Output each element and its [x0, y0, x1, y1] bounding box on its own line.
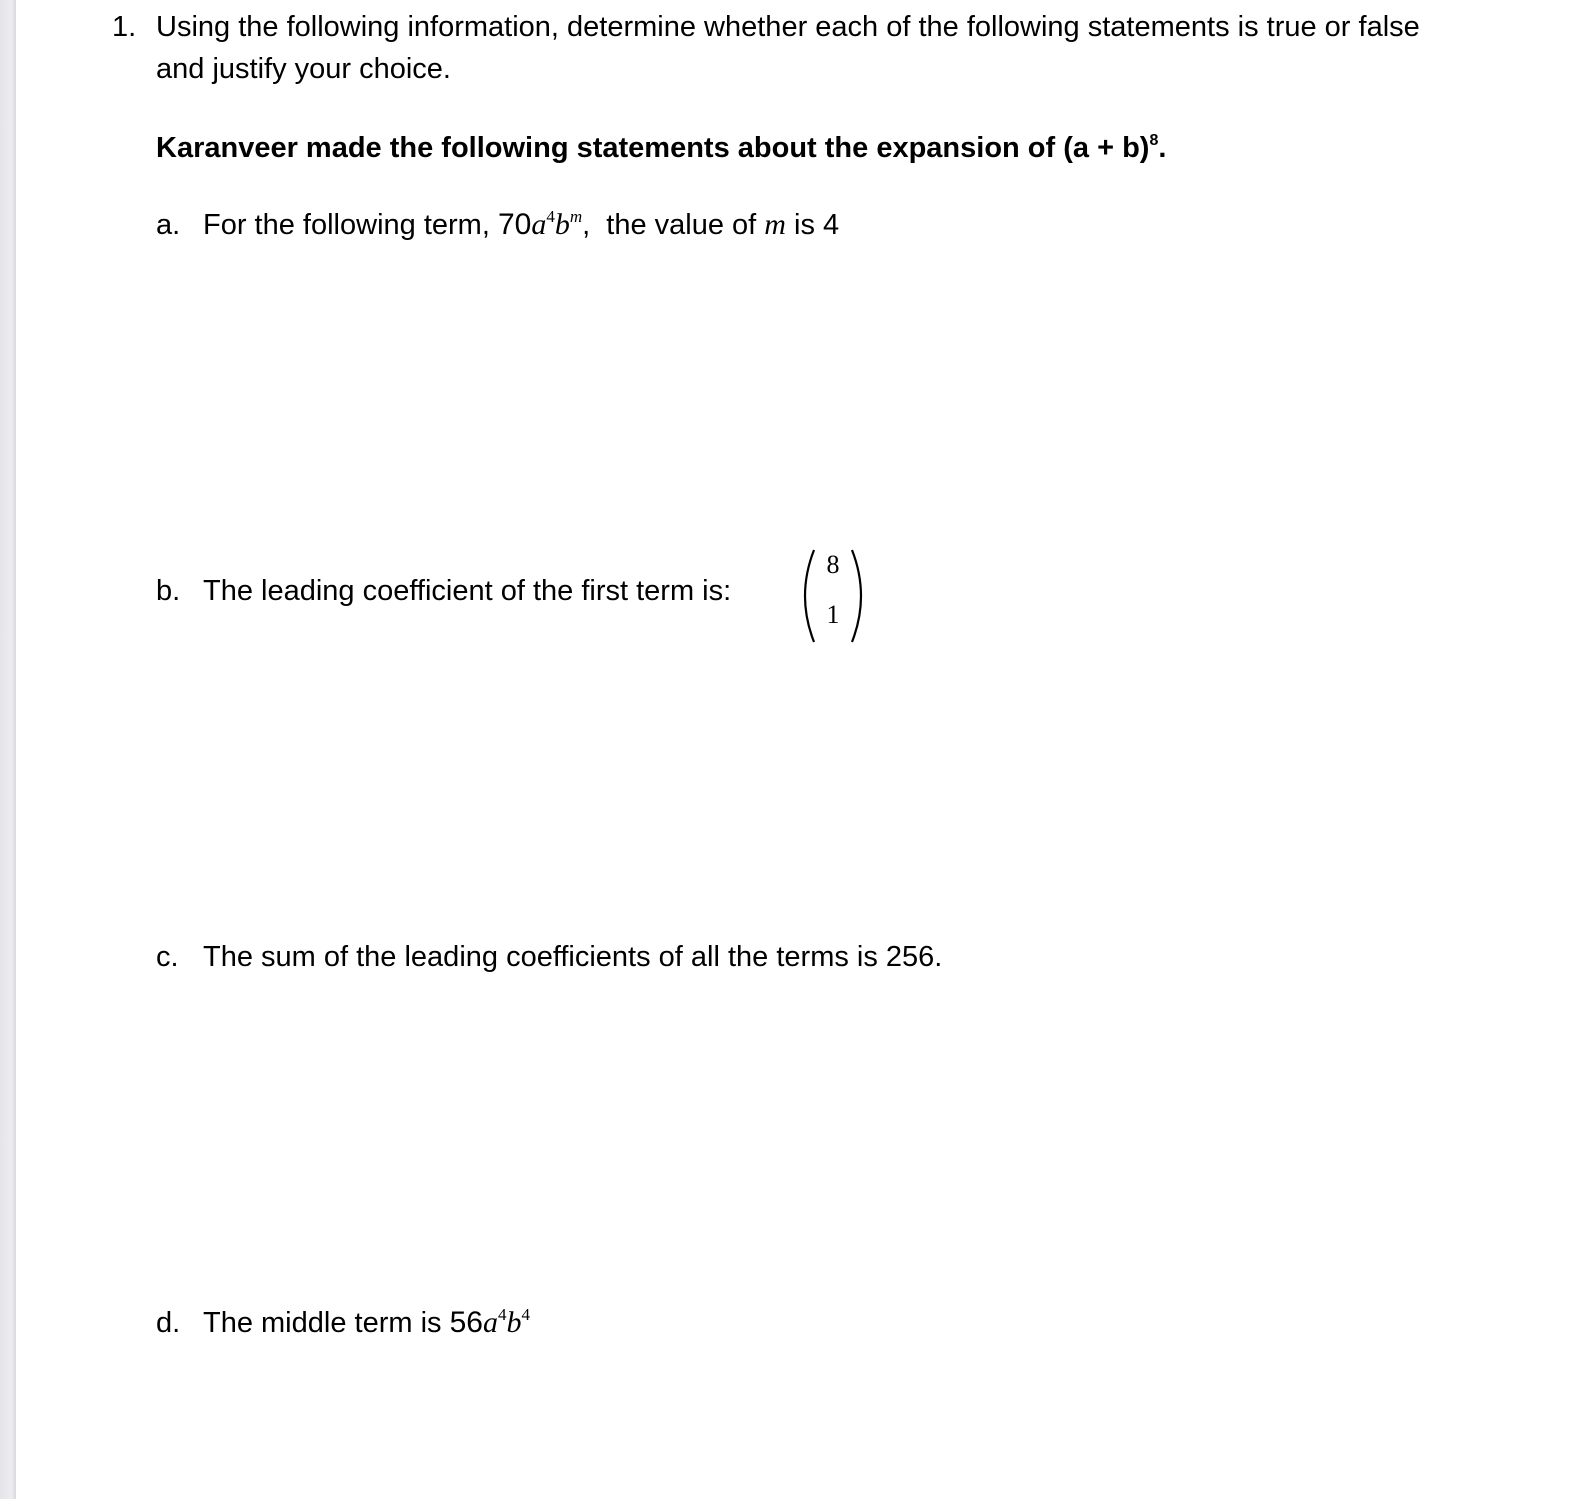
intro-end: .: [1158, 132, 1167, 164]
part-a-coef: 70: [497, 208, 532, 241]
question-number: 1.: [112, 11, 137, 43]
part-c-letter: c.: [156, 941, 179, 973]
part-d-exp1: 4: [497, 1305, 507, 1324]
intro-statement: [156, 127, 1166, 174]
part-a-term: [498, 208, 582, 241]
part-b: [156, 570, 731, 612]
part-a-var: m: [764, 208, 786, 241]
part-d-exp2: 4: [521, 1305, 530, 1324]
binomial-top: 8: [826, 550, 840, 579]
part-d-var1: a: [482, 1306, 498, 1339]
part-d-var2: b: [506, 1306, 522, 1339]
part-a-exp2: m: [569, 207, 583, 226]
part-a-letter: a.: [156, 209, 181, 241]
part-c: [156, 936, 942, 978]
binomial-coefficient: [798, 546, 868, 646]
part-d-coef: 56: [449, 1306, 483, 1339]
part-a-exp1: 4: [546, 207, 555, 226]
page-left-edge: [0, 0, 16, 1499]
intro-text: Karanveer made the following statements about the expansion of (a + b): [156, 132, 1150, 164]
part-d-before: The middle term is: [203, 1307, 450, 1339]
binomial-bottom: 1: [826, 600, 840, 629]
part-d-term: [450, 1306, 530, 1339]
part-d-letter: d.: [156, 1307, 181, 1339]
part-a: [156, 204, 839, 250]
part-b-letter: b.: [156, 575, 181, 607]
part-a-before: For the following term,: [203, 209, 498, 241]
part-a-end: is 4: [785, 209, 840, 241]
part-a-after: , the value of: [582, 209, 765, 241]
part-a-var2: b: [554, 208, 570, 241]
intro-exponent: 8: [1149, 132, 1159, 149]
part-c-text: The sum of the leading coefficients of all the terms is 256.: [203, 941, 943, 973]
part-b-text: The leading coefficient of the first term is:: [203, 575, 732, 607]
part-d: [156, 1302, 530, 1348]
part-a-var1: a: [531, 208, 547, 241]
question-text: Using the following information, determine whether each of the following statements is true or false and justify your choice.: [156, 11, 1420, 85]
